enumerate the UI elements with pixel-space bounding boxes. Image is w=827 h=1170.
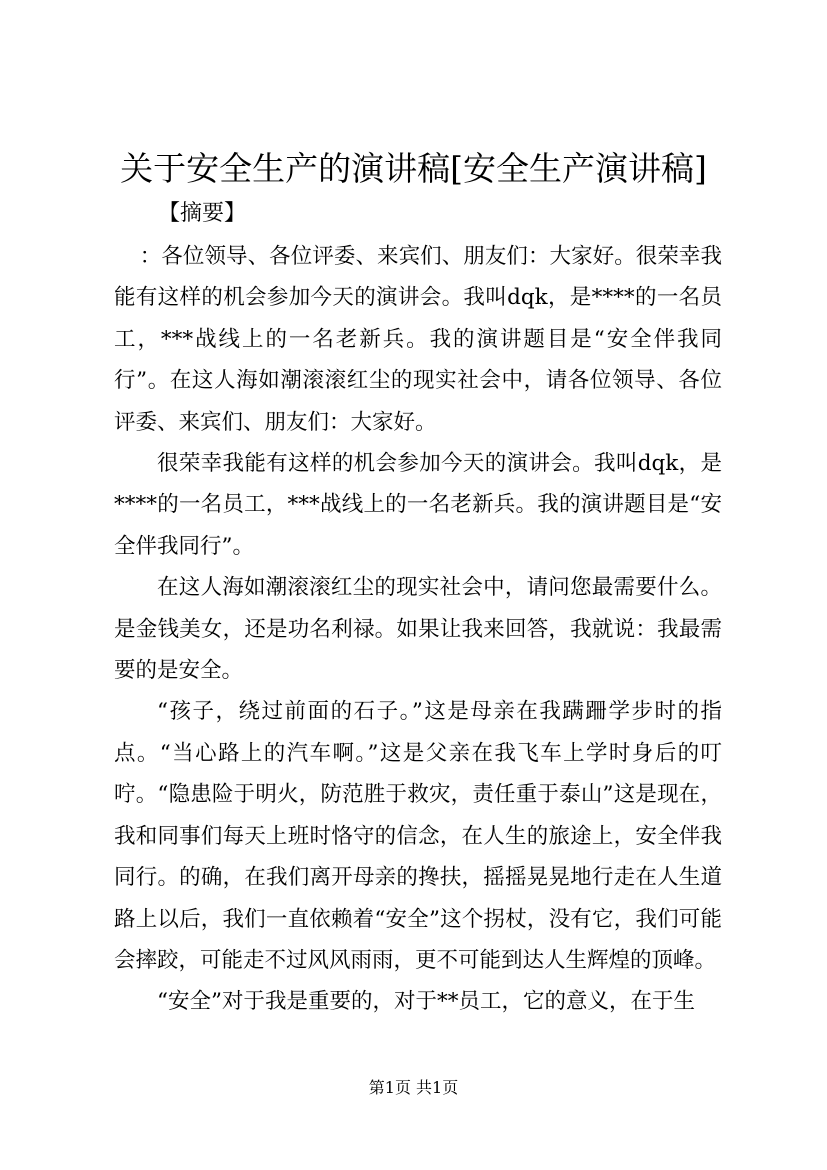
page-footer: 第1页 共1页 bbox=[368, 1078, 459, 1097]
body-paragraph: “孩子，绕过前面的石子。”这是母亲在我蹒跚学步时的指点。“当心路上的汽车啊。”这是父亲在我飞车上学时身后的叮咛。“隐患险于明火，防范胜于救灾，责任重于泰山”这是现在，我和同事们每天上班时恪守的信念，在人生的旅途上，安全伴我同行。的确，在我们离开母亲的搀扶，摇摇晃晃地行走在人生道路上以后，我们一直依赖着“安全”这个拐杖，没有它，我们可能会摔跤，可能走不过风风雨雨，更不可能到达人生辉煌的顶峰。 bbox=[114, 699, 722, 973]
body-paragraph: ：各位领导、各位评委、来宾们、朋友们：大家好。很荣幸我能有这样的机会参加今天的演讲会。我叫dqk，是****的一名员工，***战线上的一名老新兵。我的演讲题目是“安全伴我同行”。在这人海如潮滚滚红尘的现实社会中，请各位领导、各位评委、来宾们、朋友们：大家好。 bbox=[114, 244, 722, 435]
document-body bbox=[114, 236, 722, 1023]
body-paragraph: 很荣幸我能有这样的机会参加今天的演讲会。我叫dqk，是****的一名员工，***战线上的一名老新兵。我的演讲题目是“安全伴我同行”。 bbox=[114, 451, 722, 559]
document-title: 关于安全生产的演讲稿[安全生产演讲稿] bbox=[120, 149, 707, 188]
body-paragraph: “安全”对于我是重要的，对于**员工，它的意义，在于生 bbox=[157, 989, 695, 1015]
body-paragraph: 在这人海如潮滚滚红尘的现实社会中，请问您最需要什么。是金钱美女，还是功名利禄。如果让我来回答，我就说：我最需要的是安全。 bbox=[114, 575, 722, 684]
abstract-label: 【摘要】 bbox=[158, 201, 247, 226]
